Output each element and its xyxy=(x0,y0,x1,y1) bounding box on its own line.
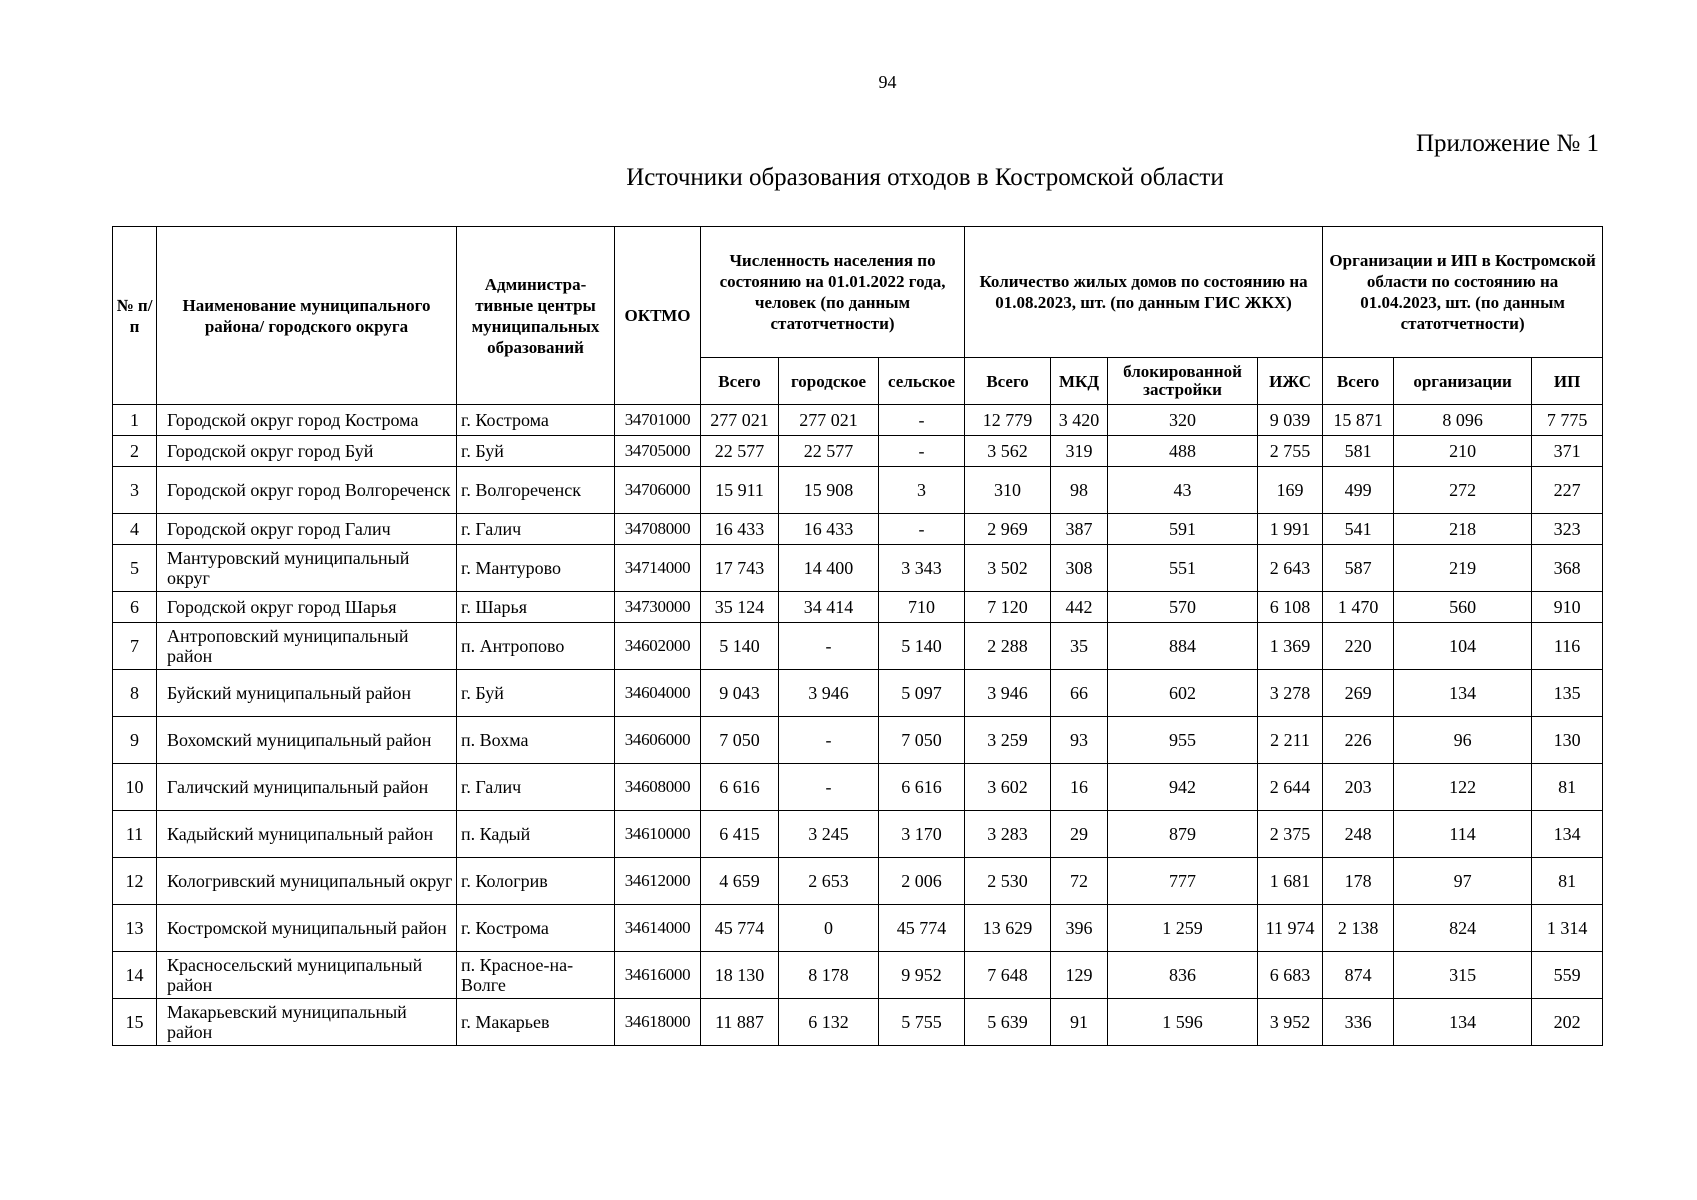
cell-orgs-org: 96 xyxy=(1394,717,1532,764)
cell-oktmo: 34701000 xyxy=(615,405,701,436)
cell-name: Городской округ город Буй xyxy=(157,436,457,467)
cell-center: г. Буй xyxy=(457,436,615,467)
cell-houses-block: 1 596 xyxy=(1108,999,1258,1046)
cell-orgs-ip: 559 xyxy=(1532,952,1603,999)
cell-houses-izhs: 1 681 xyxy=(1258,858,1323,905)
cell-orgs-org: 560 xyxy=(1394,592,1532,623)
cell-orgs-org: 824 xyxy=(1394,905,1532,952)
cell-orgs-org: 104 xyxy=(1394,623,1532,670)
header-population-group: Численность населения по состоянию на 01.01.2022 года, человек (по данным статотчетности) xyxy=(701,227,965,358)
cell-houses-total: 3 602 xyxy=(965,764,1051,811)
cell-pop-urban: 8 178 xyxy=(779,952,879,999)
table-row xyxy=(113,670,1603,717)
cell-orgs-org: 218 xyxy=(1394,514,1532,545)
cell-houses-total: 3 946 xyxy=(965,670,1051,717)
cell-center: г. Кострома xyxy=(457,905,615,952)
cell-houses-mkd: 3 420 xyxy=(1051,405,1108,436)
header-orgs-total: Всего xyxy=(1323,358,1394,405)
cell-orgs-total: 1 470 xyxy=(1323,592,1394,623)
cell-houses-block: 1 259 xyxy=(1108,905,1258,952)
cell-pop-urban: 2 653 xyxy=(779,858,879,905)
cell-houses-total: 2 530 xyxy=(965,858,1051,905)
cell-houses-block: 591 xyxy=(1108,514,1258,545)
header-center: Администра-тивные центры муниципальных образований xyxy=(457,227,615,405)
cell-num: 3 xyxy=(113,467,157,514)
cell-houses-total: 3 259 xyxy=(965,717,1051,764)
cell-orgs-org: 122 xyxy=(1394,764,1532,811)
cell-num: 7 xyxy=(113,623,157,670)
table-row xyxy=(113,764,1603,811)
cell-houses-block: 602 xyxy=(1108,670,1258,717)
cell-houses-total: 5 639 xyxy=(965,999,1051,1046)
table-row xyxy=(113,999,1603,1046)
cell-houses-izhs: 3 952 xyxy=(1258,999,1323,1046)
cell-houses-mkd: 72 xyxy=(1051,858,1108,905)
cell-houses-total: 7 120 xyxy=(965,592,1051,623)
cell-houses-mkd: 442 xyxy=(1051,592,1108,623)
cell-orgs-org: 134 xyxy=(1394,999,1532,1046)
cell-houses-mkd: 396 xyxy=(1051,905,1108,952)
cell-orgs-ip: 130 xyxy=(1532,717,1603,764)
cell-num: 10 xyxy=(113,764,157,811)
cell-num: 15 xyxy=(113,999,157,1046)
cell-houses-izhs: 6 108 xyxy=(1258,592,1323,623)
cell-houses-mkd: 35 xyxy=(1051,623,1108,670)
table-row xyxy=(113,592,1603,623)
cell-orgs-org: 315 xyxy=(1394,952,1532,999)
cell-houses-block: 955 xyxy=(1108,717,1258,764)
cell-orgs-ip: 81 xyxy=(1532,764,1603,811)
cell-num: 11 xyxy=(113,811,157,858)
cell-center: г. Буй xyxy=(457,670,615,717)
cell-name: Вохомский муниципальный район xyxy=(157,717,457,764)
cell-pop-urban: 14 400 xyxy=(779,545,879,592)
cell-pop-total: 45 774 xyxy=(701,905,779,952)
cell-center: г. Волгореченск xyxy=(457,467,615,514)
cell-num: 14 xyxy=(113,952,157,999)
cell-center: г. Галич xyxy=(457,514,615,545)
table-body xyxy=(113,405,1603,1046)
cell-houses-total: 13 629 xyxy=(965,905,1051,952)
table-row xyxy=(113,545,1603,592)
cell-pop-total: 16 433 xyxy=(701,514,779,545)
cell-orgs-ip: 202 xyxy=(1532,999,1603,1046)
cell-pop-urban: 22 577 xyxy=(779,436,879,467)
cell-orgs-total: 178 xyxy=(1323,858,1394,905)
cell-houses-total: 2 288 xyxy=(965,623,1051,670)
cell-houses-izhs: 1 369 xyxy=(1258,623,1323,670)
cell-oktmo: 34614000 xyxy=(615,905,701,952)
cell-orgs-total: 587 xyxy=(1323,545,1394,592)
cell-pop-urban: - xyxy=(779,623,879,670)
cell-houses-izhs: 2 375 xyxy=(1258,811,1323,858)
cell-houses-block: 43 xyxy=(1108,467,1258,514)
cell-oktmo: 34618000 xyxy=(615,999,701,1046)
table-row xyxy=(113,952,1603,999)
cell-pop-urban: 34 414 xyxy=(779,592,879,623)
cell-orgs-total: 248 xyxy=(1323,811,1394,858)
header-houses-block: блокированной застройки xyxy=(1108,358,1258,405)
cell-num: 4 xyxy=(113,514,157,545)
header-oktmo: ОКТМО xyxy=(615,227,701,405)
cell-name: Городской округ город Шарья xyxy=(157,592,457,623)
cell-pop-total: 4 659 xyxy=(701,858,779,905)
header-houses-group: Количество жилых домов по состоянию на 01.08.2023, шт. (по данным ГИС ЖКХ) xyxy=(965,227,1323,358)
cell-houses-izhs: 3 278 xyxy=(1258,670,1323,717)
cell-oktmo: 34706000 xyxy=(615,467,701,514)
cell-pop-total: 9 043 xyxy=(701,670,779,717)
cell-num: 9 xyxy=(113,717,157,764)
waste-sources-table xyxy=(112,226,1603,1046)
table-row xyxy=(113,905,1603,952)
cell-name: Кологривский муниципальный округ xyxy=(157,858,457,905)
cell-orgs-ip: 910 xyxy=(1532,592,1603,623)
cell-pop-urban: 15 908 xyxy=(779,467,879,514)
cell-orgs-org: 219 xyxy=(1394,545,1532,592)
cell-oktmo: 34608000 xyxy=(615,764,701,811)
cell-houses-block: 570 xyxy=(1108,592,1258,623)
cell-center: п. Антропово xyxy=(457,623,615,670)
cell-houses-total: 3 502 xyxy=(965,545,1051,592)
cell-pop-rural: - xyxy=(879,405,965,436)
cell-houses-block: 836 xyxy=(1108,952,1258,999)
cell-pop-total: 7 050 xyxy=(701,717,779,764)
cell-name: Костромской муниципальный район xyxy=(157,905,457,952)
cell-pop-urban: 16 433 xyxy=(779,514,879,545)
cell-oktmo: 34714000 xyxy=(615,545,701,592)
cell-houses-izhs: 11 974 xyxy=(1258,905,1323,952)
cell-pop-rural: 3 xyxy=(879,467,965,514)
cell-oktmo: 34606000 xyxy=(615,717,701,764)
cell-pop-total: 277 021 xyxy=(701,405,779,436)
header-pop-urban: городское xyxy=(779,358,879,405)
cell-houses-mkd: 308 xyxy=(1051,545,1108,592)
cell-name: Городской округ город Волгореченск xyxy=(157,467,457,514)
header-name: Наименование муниципального района/ городского округа xyxy=(157,227,457,405)
cell-houses-mkd: 98 xyxy=(1051,467,1108,514)
cell-houses-block: 551 xyxy=(1108,545,1258,592)
cell-orgs-ip: 371 xyxy=(1532,436,1603,467)
cell-orgs-ip: 7 775 xyxy=(1532,405,1603,436)
cell-num: 1 xyxy=(113,405,157,436)
table-row xyxy=(113,514,1603,545)
cell-name: Галичский муниципальный район xyxy=(157,764,457,811)
cell-houses-izhs: 2 644 xyxy=(1258,764,1323,811)
cell-pop-rural: 3 343 xyxy=(879,545,965,592)
cell-orgs-ip: 116 xyxy=(1532,623,1603,670)
cell-center: п. Кадый xyxy=(457,811,615,858)
cell-oktmo: 34730000 xyxy=(615,592,701,623)
cell-center: г. Галич xyxy=(457,764,615,811)
cell-orgs-total: 874 xyxy=(1323,952,1394,999)
cell-pop-rural: 45 774 xyxy=(879,905,965,952)
table-row xyxy=(113,811,1603,858)
cell-houses-block: 879 xyxy=(1108,811,1258,858)
cell-center: п. Красное-на-Волге xyxy=(457,952,615,999)
cell-houses-izhs: 6 683 xyxy=(1258,952,1323,999)
cell-pop-rural: 7 050 xyxy=(879,717,965,764)
cell-houses-block: 942 xyxy=(1108,764,1258,811)
cell-num: 2 xyxy=(113,436,157,467)
header-pop-total: Всего xyxy=(701,358,779,405)
cell-num: 8 xyxy=(113,670,157,717)
cell-orgs-org: 210 xyxy=(1394,436,1532,467)
cell-orgs-total: 203 xyxy=(1323,764,1394,811)
cell-oktmo: 34604000 xyxy=(615,670,701,717)
cell-pop-total: 15 911 xyxy=(701,467,779,514)
header-houses-total: Всего xyxy=(965,358,1051,405)
cell-houses-izhs: 2 643 xyxy=(1258,545,1323,592)
cell-center: г. Шарья xyxy=(457,592,615,623)
cell-pop-total: 5 140 xyxy=(701,623,779,670)
cell-pop-total: 35 124 xyxy=(701,592,779,623)
cell-orgs-ip: 135 xyxy=(1532,670,1603,717)
cell-num: 6 xyxy=(113,592,157,623)
cell-pop-total: 6 616 xyxy=(701,764,779,811)
cell-houses-mkd: 91 xyxy=(1051,999,1108,1046)
document-title: Источники образования отходов в Костромской области xyxy=(626,164,1224,191)
cell-houses-total: 3 283 xyxy=(965,811,1051,858)
cell-houses-total: 3 562 xyxy=(965,436,1051,467)
cell-pop-rural: 2 006 xyxy=(879,858,965,905)
cell-houses-total: 310 xyxy=(965,467,1051,514)
cell-pop-rural: 6 616 xyxy=(879,764,965,811)
table-row xyxy=(113,436,1603,467)
cell-orgs-total: 2 138 xyxy=(1323,905,1394,952)
cell-pop-urban: 3 245 xyxy=(779,811,879,858)
cell-orgs-ip: 323 xyxy=(1532,514,1603,545)
cell-pop-rural: 5 755 xyxy=(879,999,965,1046)
cell-houses-izhs: 169 xyxy=(1258,467,1323,514)
cell-houses-block: 488 xyxy=(1108,436,1258,467)
cell-houses-total: 12 779 xyxy=(965,405,1051,436)
cell-oktmo: 34616000 xyxy=(615,952,701,999)
cell-pop-rural: 710 xyxy=(879,592,965,623)
cell-pop-urban: 3 946 xyxy=(779,670,879,717)
cell-orgs-org: 134 xyxy=(1394,670,1532,717)
cell-houses-mkd: 129 xyxy=(1051,952,1108,999)
table-row xyxy=(113,467,1603,514)
header-houses-mkd: МКД xyxy=(1051,358,1108,405)
cell-houses-block: 777 xyxy=(1108,858,1258,905)
header-orgs-org: организации xyxy=(1394,358,1532,405)
cell-oktmo: 34612000 xyxy=(615,858,701,905)
cell-houses-izhs: 1 991 xyxy=(1258,514,1323,545)
header-pop-rural: сельское xyxy=(879,358,965,405)
header-orgs-group: Организации и ИП в Костромской области по состоянию на 01.04.2023, шт. (по данным статотчетности) xyxy=(1323,227,1603,358)
cell-center: г. Кострома xyxy=(457,405,615,436)
cell-center: п. Вохма xyxy=(457,717,615,764)
cell-orgs-total: 15 871 xyxy=(1323,405,1394,436)
cell-oktmo: 34610000 xyxy=(615,811,701,858)
cell-pop-rural: - xyxy=(879,514,965,545)
cell-pop-total: 22 577 xyxy=(701,436,779,467)
cell-center: г. Мантурово xyxy=(457,545,615,592)
cell-houses-mkd: 387 xyxy=(1051,514,1108,545)
cell-houses-izhs: 2 755 xyxy=(1258,436,1323,467)
cell-name: Мантуровский муниципальный округ xyxy=(157,545,457,592)
cell-pop-rural: 5 140 xyxy=(879,623,965,670)
cell-houses-mkd: 319 xyxy=(1051,436,1108,467)
cell-orgs-ip: 227 xyxy=(1532,467,1603,514)
cell-orgs-total: 226 xyxy=(1323,717,1394,764)
cell-orgs-org: 8 096 xyxy=(1394,405,1532,436)
cell-center: г. Макарьев xyxy=(457,999,615,1046)
cell-houses-mkd: 16 xyxy=(1051,764,1108,811)
cell-orgs-org: 272 xyxy=(1394,467,1532,514)
cell-orgs-ip: 1 314 xyxy=(1532,905,1603,952)
header-houses-izhs: ИЖС xyxy=(1258,358,1323,405)
table-row xyxy=(113,858,1603,905)
cell-name: Городской округ город Кострома xyxy=(157,405,457,436)
cell-oktmo: 34708000 xyxy=(615,514,701,545)
cell-houses-izhs: 2 211 xyxy=(1258,717,1323,764)
appendix-label: Приложение № 1 xyxy=(1415,130,1599,157)
cell-num: 5 xyxy=(113,545,157,592)
cell-name: Буйский муниципальный район xyxy=(157,670,457,717)
cell-orgs-total: 541 xyxy=(1323,514,1394,545)
cell-houses-mkd: 29 xyxy=(1051,811,1108,858)
cell-pop-total: 17 743 xyxy=(701,545,779,592)
table-row xyxy=(113,623,1603,670)
cell-orgs-total: 269 xyxy=(1323,670,1394,717)
cell-orgs-total: 336 xyxy=(1323,999,1394,1046)
cell-orgs-org: 114 xyxy=(1394,811,1532,858)
cell-orgs-total: 220 xyxy=(1323,623,1394,670)
cell-orgs-ip: 81 xyxy=(1532,858,1603,905)
cell-name: Кадыйский муниципальный район xyxy=(157,811,457,858)
cell-pop-urban: - xyxy=(779,717,879,764)
cell-orgs-org: 97 xyxy=(1394,858,1532,905)
cell-houses-block: 884 xyxy=(1108,623,1258,670)
cell-pop-rural: 9 952 xyxy=(879,952,965,999)
cell-houses-mkd: 66 xyxy=(1051,670,1108,717)
cell-name: Городской округ город Галич xyxy=(157,514,457,545)
cell-num: 12 xyxy=(113,858,157,905)
cell-pop-urban: 6 132 xyxy=(779,999,879,1046)
cell-houses-mkd: 93 xyxy=(1051,717,1108,764)
cell-orgs-total: 581 xyxy=(1323,436,1394,467)
header-orgs-ip: ИП xyxy=(1532,358,1603,405)
cell-name: Антроповский муниципальный район xyxy=(157,623,457,670)
cell-pop-urban: 277 021 xyxy=(779,405,879,436)
cell-pop-total: 11 887 xyxy=(701,999,779,1046)
header-num: № п/п xyxy=(113,227,157,405)
table-row xyxy=(113,717,1603,764)
cell-center: г. Кологрив xyxy=(457,858,615,905)
cell-orgs-total: 499 xyxy=(1323,467,1394,514)
cell-houses-block: 320 xyxy=(1108,405,1258,436)
cell-orgs-ip: 368 xyxy=(1532,545,1603,592)
table-row xyxy=(113,405,1603,436)
page-number: 94 xyxy=(878,72,897,92)
cell-pop-urban: 0 xyxy=(779,905,879,952)
cell-houses-total: 7 648 xyxy=(965,952,1051,999)
cell-pop-total: 18 130 xyxy=(701,952,779,999)
cell-name: Красносельский муниципальный район xyxy=(157,952,457,999)
cell-oktmo: 34602000 xyxy=(615,623,701,670)
cell-houses-total: 2 969 xyxy=(965,514,1051,545)
cell-oktmo: 34705000 xyxy=(615,436,701,467)
cell-pop-total: 6 415 xyxy=(701,811,779,858)
cell-pop-rural: - xyxy=(879,436,965,467)
cell-pop-urban: - xyxy=(779,764,879,811)
cell-num: 13 xyxy=(113,905,157,952)
cell-name: Макарьевский муниципальный район xyxy=(157,999,457,1046)
cell-houses-izhs: 9 039 xyxy=(1258,405,1323,436)
cell-pop-rural: 5 097 xyxy=(879,670,965,717)
cell-orgs-ip: 134 xyxy=(1532,811,1603,858)
cell-pop-rural: 3 170 xyxy=(879,811,965,858)
